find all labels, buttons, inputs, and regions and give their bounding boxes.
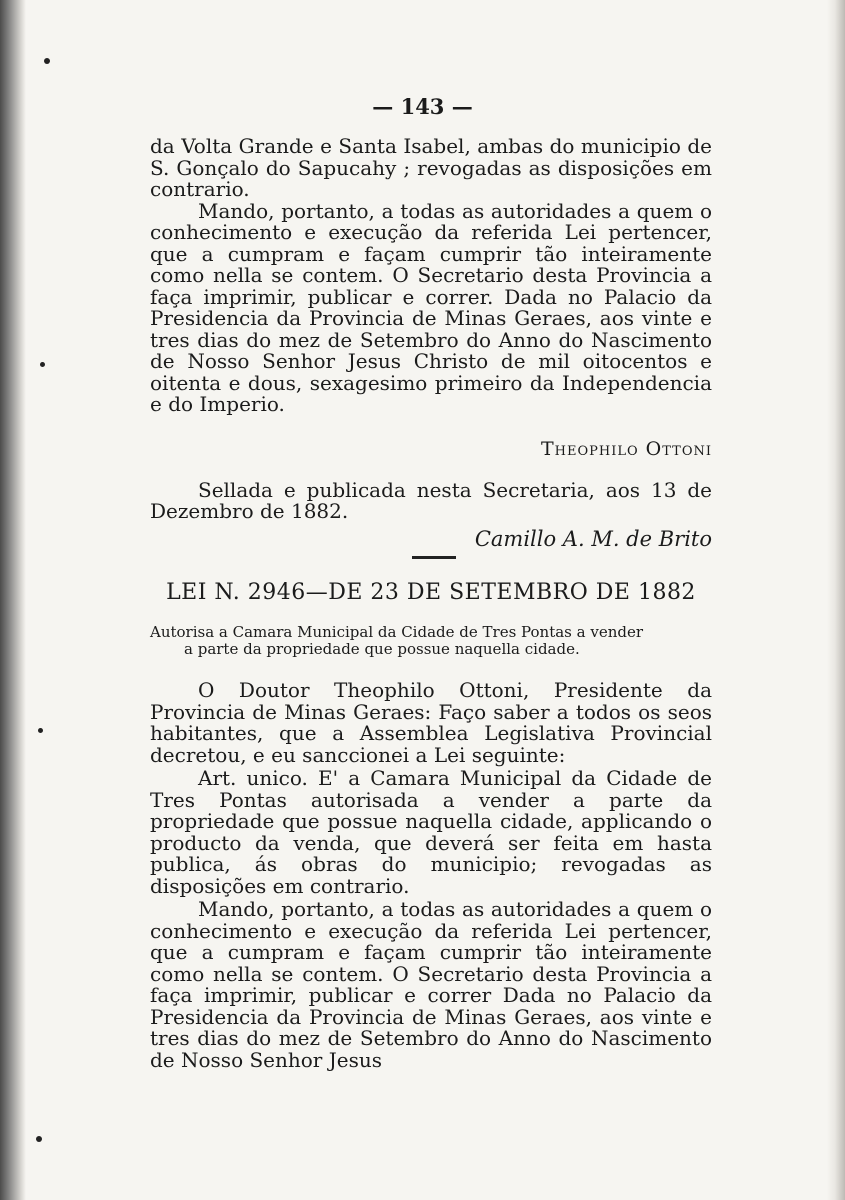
ink-speck xyxy=(38,728,43,733)
ink-speck xyxy=(40,362,45,367)
law2-summary-line2: a parte da propriedade que possue naquella cidade. xyxy=(184,640,580,658)
law1-sealed-note: Sellada e publicada nesta Secretaria, aos 13 de Dezembro de 1882. xyxy=(150,477,712,523)
page-binding-edge xyxy=(0,0,26,1200)
section-divider xyxy=(412,556,456,559)
law2-preamble: O Doutor Theophilo Ottoni, Presidente da Provincia de Minas Geraes: Faço saber a todos os seos habitantes, que a Assemblea Legislativa Provincial decretou, e eu sanccionei a Lei seguinte: xyxy=(150,678,712,767)
ink-speck xyxy=(44,58,50,64)
law2-mandate: Mando, portanto, a todas as autoridades a quem o conhecimento e execução da referida Lei pertencer, que a cumpram e façam cumprir tão inteiramente como nella se contem. O Secretario desta Provincia a faça imprimir, publicar e correr Dada no Palacio da Presidencia da Provincia de Minas Geraes, aos vinte e tres dias do mez de Setembro do Anno do Nascimento de Nosso Senhor Jesus xyxy=(150,897,712,1072)
law2-summary-line1: Autorisa a Camara Municipal da Cidade de Tres Pontas a vender xyxy=(150,623,644,641)
law2-section xyxy=(150,680,712,1071)
page-right-edge xyxy=(827,0,845,1200)
law1-continuation: da Volta Grande e Santa Isabel, ambas do municipio de S. Gonçalo do Sapucahy ; revogadas as disposições em contrario. xyxy=(150,134,712,201)
law2-summary xyxy=(150,624,712,658)
law1-section xyxy=(150,136,712,551)
law2-article: Art. unico. E' a Camara Municipal da Cidade de Tres Pontas autorisada a vender a parte da propriedade que possue naquella cidade, applicando o producto da venda, que deverá ser feita em hasta publica, ás obras do municipio; revogadas as disposições em contrario. xyxy=(150,766,712,898)
law2-title: LEI N. 2946—DE 23 DE SETEMBRO DE 1882 xyxy=(166,580,696,605)
ink-speck xyxy=(36,1136,42,1142)
page-number: — 143 — xyxy=(372,94,473,119)
law1-secretary-signature: Camillo A. M. de Brito xyxy=(474,526,712,551)
law1-mandate: Mando, portanto, a todas as autoridades a quem o conhecimento e execução da referida Lei pertencer, que a cumpram e façam cumprir tão inteiramente como nella se contem. O Secretario desta Provincia a faça imprimir, publicar e correr. Dada no Palacio da Presidencia da Provincia de Minas Geraes, aos vinte e tres dias do mez de Setembro do Anno do Nascimento de Nosso Senhor Jesus Christo de mil oitocentos e oitenta e dous, sexagesimo primeiro da Independencia e do Imperio. xyxy=(150,198,712,416)
law1-signatory: Theophilo Ottoni xyxy=(540,437,712,460)
